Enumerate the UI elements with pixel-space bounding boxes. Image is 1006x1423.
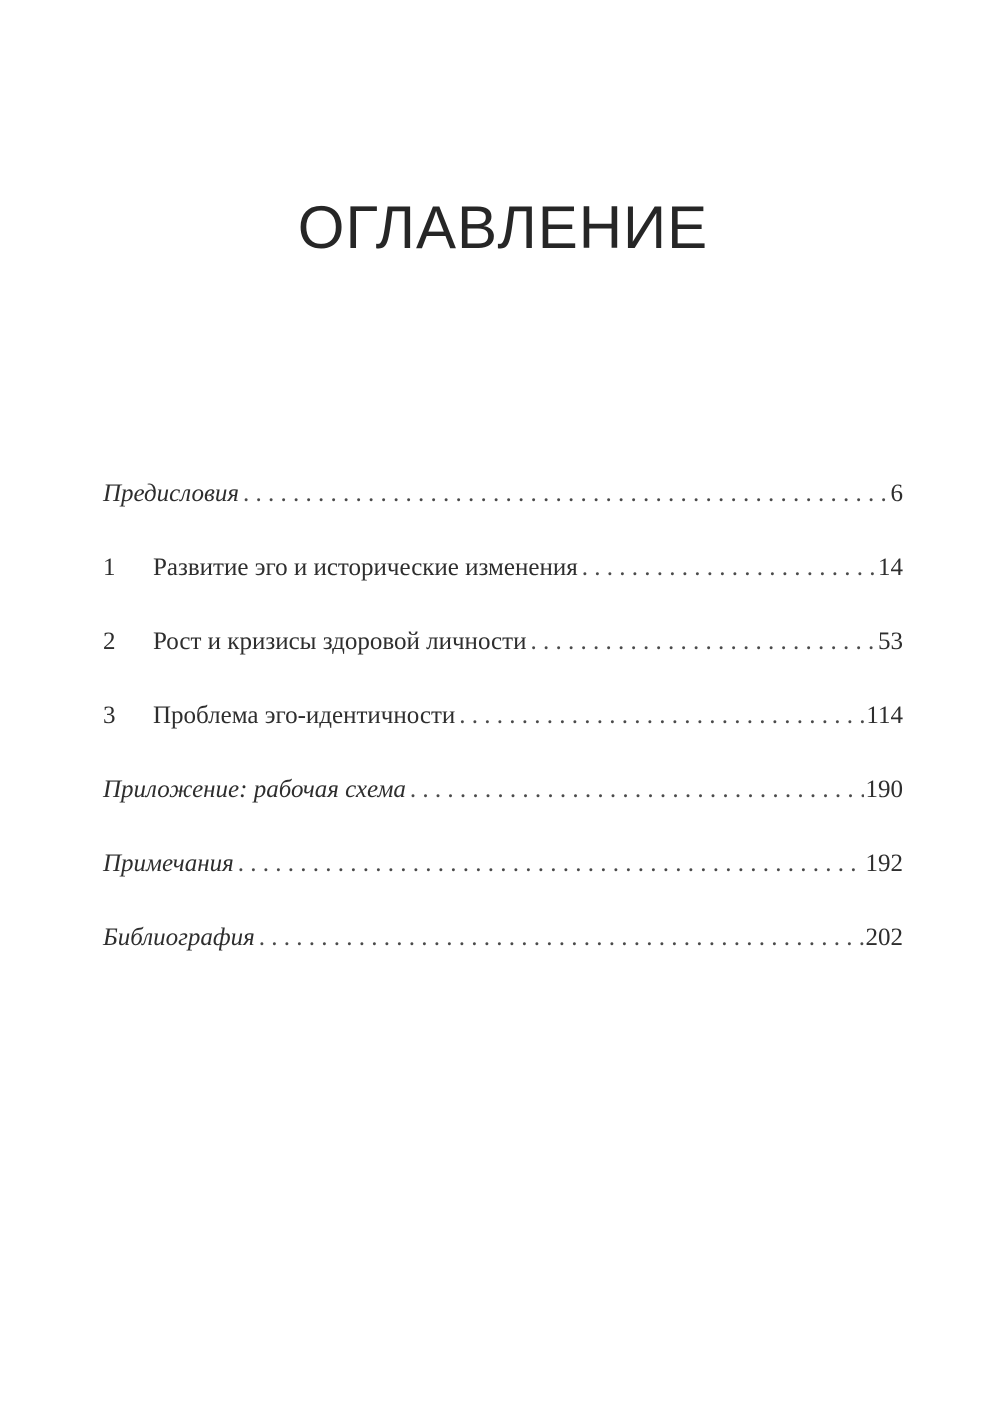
toc-entry-chapter-2	[103, 618, 903, 692]
toc-entry-label: Развитие эго и исторические изменения	[153, 554, 578, 581]
toc-entry-appendix	[103, 766, 903, 840]
toc-entry-label: Предисловия	[103, 480, 239, 507]
dot-leader	[243, 470, 889, 518]
dot-leader	[238, 840, 864, 888]
toc-entry-chapter-3	[103, 692, 903, 766]
toc-entry-prefaces	[103, 470, 903, 544]
dot-leader	[459, 692, 864, 740]
toc-entry-label: Приложение: рабочая схема	[103, 776, 406, 803]
dot-leader	[259, 914, 864, 962]
page-title: ОГЛАВЛЕНИЕ	[297, 194, 709, 261]
toc-entry-page: 6	[890, 480, 903, 507]
toc-entry-bibliography	[103, 914, 903, 988]
dot-leader	[582, 544, 876, 592]
toc-entry-label: Библиография	[103, 924, 255, 951]
toc-entry-page: 53	[878, 628, 903, 655]
toc-entry-notes	[103, 840, 903, 914]
toc-entry-page: 202	[865, 924, 903, 951]
toc-entry-page: 14	[878, 554, 903, 581]
toc-entry-chapter-1	[103, 544, 903, 618]
table-of-contents	[103, 470, 903, 988]
toc-entry-page: 114	[866, 702, 903, 729]
toc-entry-label: Проблема эго-идентичности	[153, 702, 456, 729]
toc-entry-page: 190	[865, 776, 903, 803]
toc-entry-number: 3	[103, 702, 116, 729]
toc-entry-page: 192	[865, 850, 903, 877]
toc-entry-number: 1	[103, 554, 116, 581]
toc-entry-number: 2	[103, 628, 116, 655]
toc-entry-label: Рост и кризисы здоровой личности	[153, 628, 527, 655]
dot-leader	[410, 766, 864, 814]
toc-entry-label: Примечания	[103, 850, 234, 877]
dot-leader	[530, 618, 876, 666]
